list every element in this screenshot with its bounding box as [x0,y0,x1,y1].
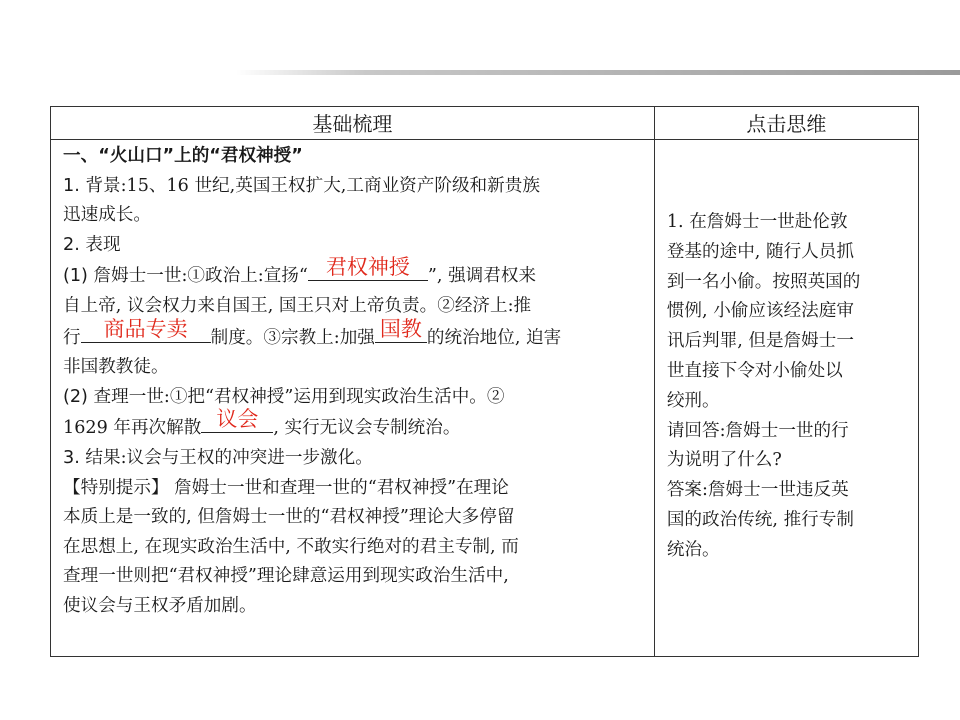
fill-blank-2 [81,316,211,343]
answer-line-2: 国的政治传统, 推行专制 [666,509,854,530]
tip-line-2: 本质上是一致的, 但詹姆士一世的“君权神授”理论大多停留 [63,507,515,528]
answer-text-1: :詹姆士一世违反英 [702,480,849,501]
fill-blank-3 [375,316,427,343]
charles-label: (2) 查理一世 [63,386,164,407]
tip-line-1 [63,474,644,504]
question-line-5: 讯后判罪, 但是詹姆士一 [666,331,854,352]
james-text-a: :①政治上:宣扬“ [181,266,308,287]
result-label: 3. 结果 [63,447,121,468]
answer-divine-right: 君权神授 [325,255,410,280]
table-header-row [51,107,919,140]
question-line-6: 世直接下令对小偷处以 [666,360,843,381]
charles-line-1 [63,383,644,413]
question-line-8: 请回答:詹姆士一世的行 [666,420,849,441]
charles-text-2b: , 实行无议会专制统治。 [273,418,461,439]
james-text-3b: 制度。③宗教上:加强 [210,327,375,348]
background-label: 1. 背景 [63,175,121,196]
header-rule [236,70,960,75]
tip-label: 【特别提示】 [63,477,169,498]
fill-blank-1 [308,255,428,281]
question-line-2: 登基的途中, 随行人员抓 [666,241,854,262]
question-line-3: 到一名小偷。按照英国的 [666,271,861,292]
tip-text-1: 詹姆士一世和查理一世的“君权神授”在理论 [168,477,509,498]
basics-cell [51,140,655,657]
charles-text-1: :①把“君权神授”运用到现实政治生活中。② [163,386,505,407]
answer-state-church: 国教 [379,316,422,341]
background-line-2: 迅速成长。 [63,205,151,226]
section-title: 一、“火山口”上的“君权神授” [63,146,303,166]
tip-line-3: 在思想上, 在现实政治生活中, 不敢实行绝对的君主专制, 而 [63,536,519,557]
charles-text-2a: 1629 年再次解散 [63,418,202,439]
thinking-cell [654,140,918,657]
james-line-1 [63,255,644,292]
fill-blank-4 [201,407,273,433]
answer-line-3: 统治。 [666,539,720,560]
background-line-1 [63,172,644,202]
answer-line-1 [667,476,908,506]
james-text-3c: 的统治地位, 迫害 [426,327,562,348]
background-text: :15、16 世纪,英国王权扩大,工商业资产阶级和新贵族 [120,175,540,196]
james-line-3 [63,316,644,354]
answer-monopoly: 商品专卖 [103,316,188,341]
james-line-2: 自上帝, 议会权力来自国王, 国王只对上帝负责。②经济上:推 [63,295,532,316]
question-line-9: 为说明了什么? [666,450,782,471]
answer-parliament: 议会 [216,407,259,432]
tip-line-5: 使议会与王权矛盾加剧。 [63,595,257,616]
column-header-basics: 基础梳理 [51,107,655,140]
question-line-7: 绞刑。 [666,390,720,411]
james-text-b: ”, 强调君权来 [427,266,537,287]
question-line-4: 惯例, 小偷应该经法庭审 [666,301,854,322]
column-header-thinking: 点击思维 [654,107,918,140]
tip-line-4: 查理一世则把“君权神授”理论肆意运用到现实政治生活中, [63,566,509,587]
answer-label: 答案 [666,480,703,501]
james-line-4: 非国教教徒。 [63,357,169,378]
table-body-row [51,140,919,657]
charles-line-2 [63,407,644,444]
question-line-1: 1. 在詹姆士一世赴伦敦 [666,212,848,232]
result-line [63,444,644,474]
performance-heading: 2. 表现 [63,234,121,255]
james-text-3a: 行 [63,327,81,348]
result-text: :议会与王权的冲突进一步激化。 [120,447,373,468]
james-label: (1) 詹姆士一世 [63,266,182,287]
content-table [50,106,919,657]
